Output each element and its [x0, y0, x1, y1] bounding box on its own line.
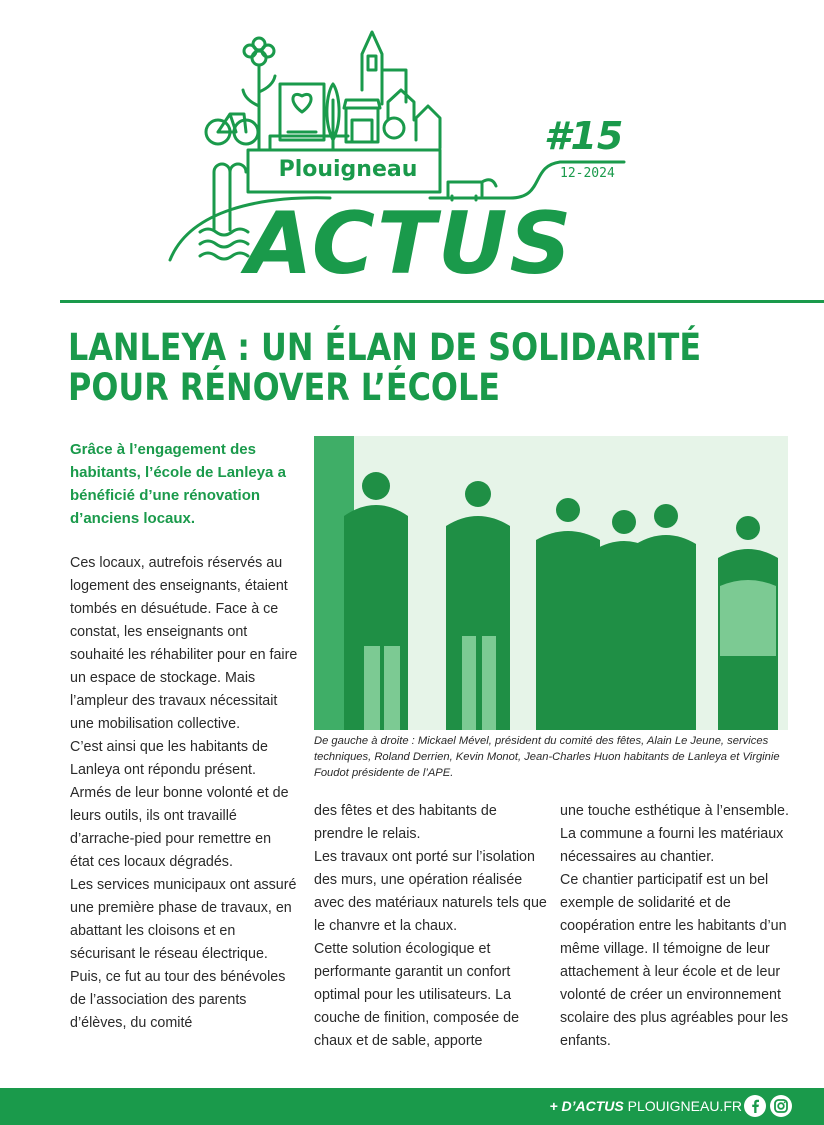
footer-bar — [0, 1088, 824, 1125]
article-lede: Grâce à l’engagement des habitants, l’école de Lanleya a bénéficié d’une rénovation d’anciens locaux. — [70, 441, 286, 527]
footer-site: PLOUIGNEAU.FR — [627, 1098, 742, 1114]
photo-caption: De gauche à droite : Mickael Mével, président du comité des fêtes, Alain Le Jeune, services techniques, Roland Derrien, Kevin Monot, Jean-Charles Huon habitants de Lanleya et Virginie Foudot présidente de l’APE. — [314, 735, 780, 779]
footer-prefix: + D’ACTUS — [549, 1098, 624, 1114]
heart-icon — [280, 84, 324, 140]
paragraph: Les services municipaux ont assuré une première phase de travaux, en abattant les cloisons et en sécurisant le réseau électrique. Puis, ce fut au tour des bénévoles de l’association des parents d’élèves, du comité — [70, 877, 297, 1031]
paragraph: une touche esthétique à l’ensemble. La commune a fourni les matériaux nécessaires au chantier. — [560, 803, 789, 865]
article-column-2 — [314, 800, 550, 1053]
paragraph: Les travaux ont porté sur l’isolation des murs, une opération réalisée avec des matériaux naturels tels que le chanvre et la chaux. — [314, 849, 547, 934]
issue-date: 12-2024 — [560, 166, 615, 181]
website-link[interactable] — [549, 1098, 742, 1114]
paragraph: Ce chantier participatif est un bel exemple de solidarité et de coopération entre les habitants d’un même village. Il témoigne de leur attachement à leur école et de leur volonté de créer un environnement scolaire des plus agréables pour les enfants. — [560, 872, 789, 1049]
headline-line-1: LANLEYA : UN ÉLAN DE SOLIDARITÉ — [68, 326, 702, 369]
paragraph: des fêtes et des habitants de prendre le relais. — [314, 803, 497, 842]
tree-icon — [327, 84, 339, 150]
header-divider — [60, 300, 824, 303]
article-column-1 — [70, 552, 298, 1035]
masthead — [0, 0, 824, 300]
facebook-icon[interactable] — [744, 1095, 766, 1117]
issue-number: #15 — [544, 114, 624, 158]
bicycle-icon — [206, 114, 258, 144]
group-photo — [314, 436, 788, 730]
article-headline — [68, 326, 702, 409]
town-name: Plouigneau — [278, 157, 418, 182]
paragraph: Ces locaux, autrefois réservés au logement des enseignants, étaient tombés en désuétude. Face à ce constat, les enseignants ont souhaité les réhabiliter pour en faire un espace de stockage. Mais l’ampleur des travaux nécessitait une mobilisation collective. — [70, 555, 298, 732]
house-icon — [384, 90, 440, 148]
instagram-icon[interactable] — [770, 1095, 792, 1117]
publication-title: ACTUS — [246, 194, 574, 294]
paragraph: Cette solution écologique et performante garantit un confort optimal pour les utilisateurs. La couche de finition, composée de chaux et de sable, apporte — [314, 941, 520, 1049]
headline-line-2: POUR RÉNOVER L’ÉCOLE — [68, 366, 501, 409]
paragraph: C’est ainsi que les habitants de Lanleya ont répondu présent. Armés de leur bonne volonté et de leurs outils, ils ont travaillé d’arrache-pied pour remettre en état ces locaux dégradés. — [70, 739, 289, 870]
article-column-3 — [560, 800, 796, 1053]
